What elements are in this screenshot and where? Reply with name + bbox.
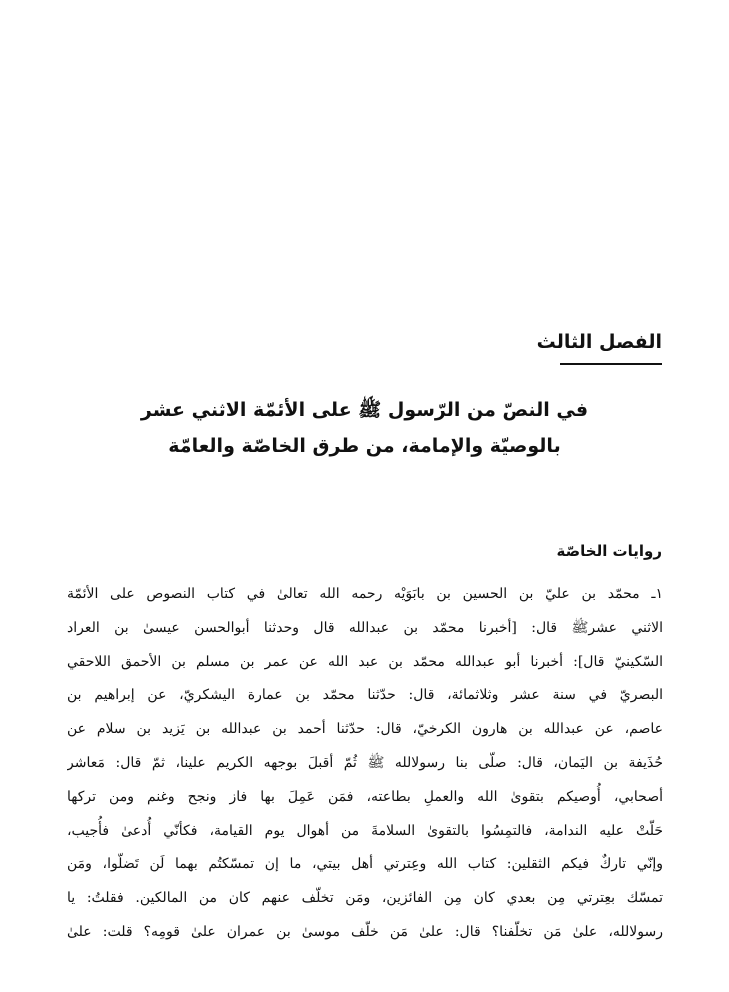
body-line: حُذَيفة بن اليَمان، قال: صلّى بنا رسولالله ﷺ ثُمّ أقبلَ بوجهه الكريم علينا، ثمّ قال: مَعاشر (67, 754, 663, 771)
subheading: روايات الخاصّة (556, 542, 662, 560)
body-line: حَلّتْ عليه الندامة، فالتمِسُوا بالتقوىٰ السلامةَ من أهوال يوم القيامة، فكأنّي أُدعىٰ فأُجيب، (67, 822, 663, 839)
body-text (67, 578, 663, 950)
section-heading (0, 392, 729, 464)
body-line: رسولالله، علىٰ مَن تخلّفنا؟ قال: علىٰ مَن خلّف موسىٰ بن عمران علىٰ قومِه؟ قلت: علىٰ (67, 923, 663, 940)
body-line: السّكينيّ قال]: أخبرنا أبو عبدالله محمّد بن عبد الله عن عمر بن مسلم بن الأحمق اللاحقي (67, 653, 663, 670)
body-line: البصريّ في سنة عشر وثلاثمائة، قال: حدّثنا محمّد بن عمارة اليشكريّ، عن إبراهيم بن (67, 687, 663, 704)
body-line: ١ـ محمّد بن عليّ بن الحسين بن بابَوَيْه رحمه الله تعالىٰ في كتاب النصوص على الأئمّة (67, 586, 663, 602)
body-line: وإنّي تاركٌ فيكم الثقلين: كتاب الله وعِترتي أهل بيتي، ما إن تمسّكتُم بهما لَن تَضلّوا، ومَن (67, 856, 663, 873)
chapter-title: الفصل الثالث (536, 331, 662, 353)
section-heading-line-2: بالوصيّة والإمامة، من طرق الخاصّة والعامّة (168, 435, 561, 457)
chapter-title-underline (560, 363, 662, 365)
body-line: عاصم، عن عبدالله بن هارون الكرخيّ، قال: حدّثنا أحمد بن عبدالله بن يَزيد بن سلام عن (67, 721, 663, 738)
body-line: الاثني عشرﷺ قال: [أخبرنا محمّد بن عبدالله قال وحدثنا أبوالحسن عيسىٰ بن العراد (67, 619, 663, 636)
section-heading-line-1: في النصّ من الرّسول ﷺ على الأئمّة الاثني عشر (140, 399, 589, 421)
body-line: أصحابي، أُوصيكم بتقوىٰ الله والعملِ بطاعته، فمَن عَمِلَ بها فاز ونجح وغنم ومن تركها (67, 788, 663, 805)
body-line: تمسّك بعِترتي مِن بعدي كان مِن الفائزين، ومَن تخلّف عنهم كان من المالكين. فقلتُ: يا (67, 890, 663, 907)
